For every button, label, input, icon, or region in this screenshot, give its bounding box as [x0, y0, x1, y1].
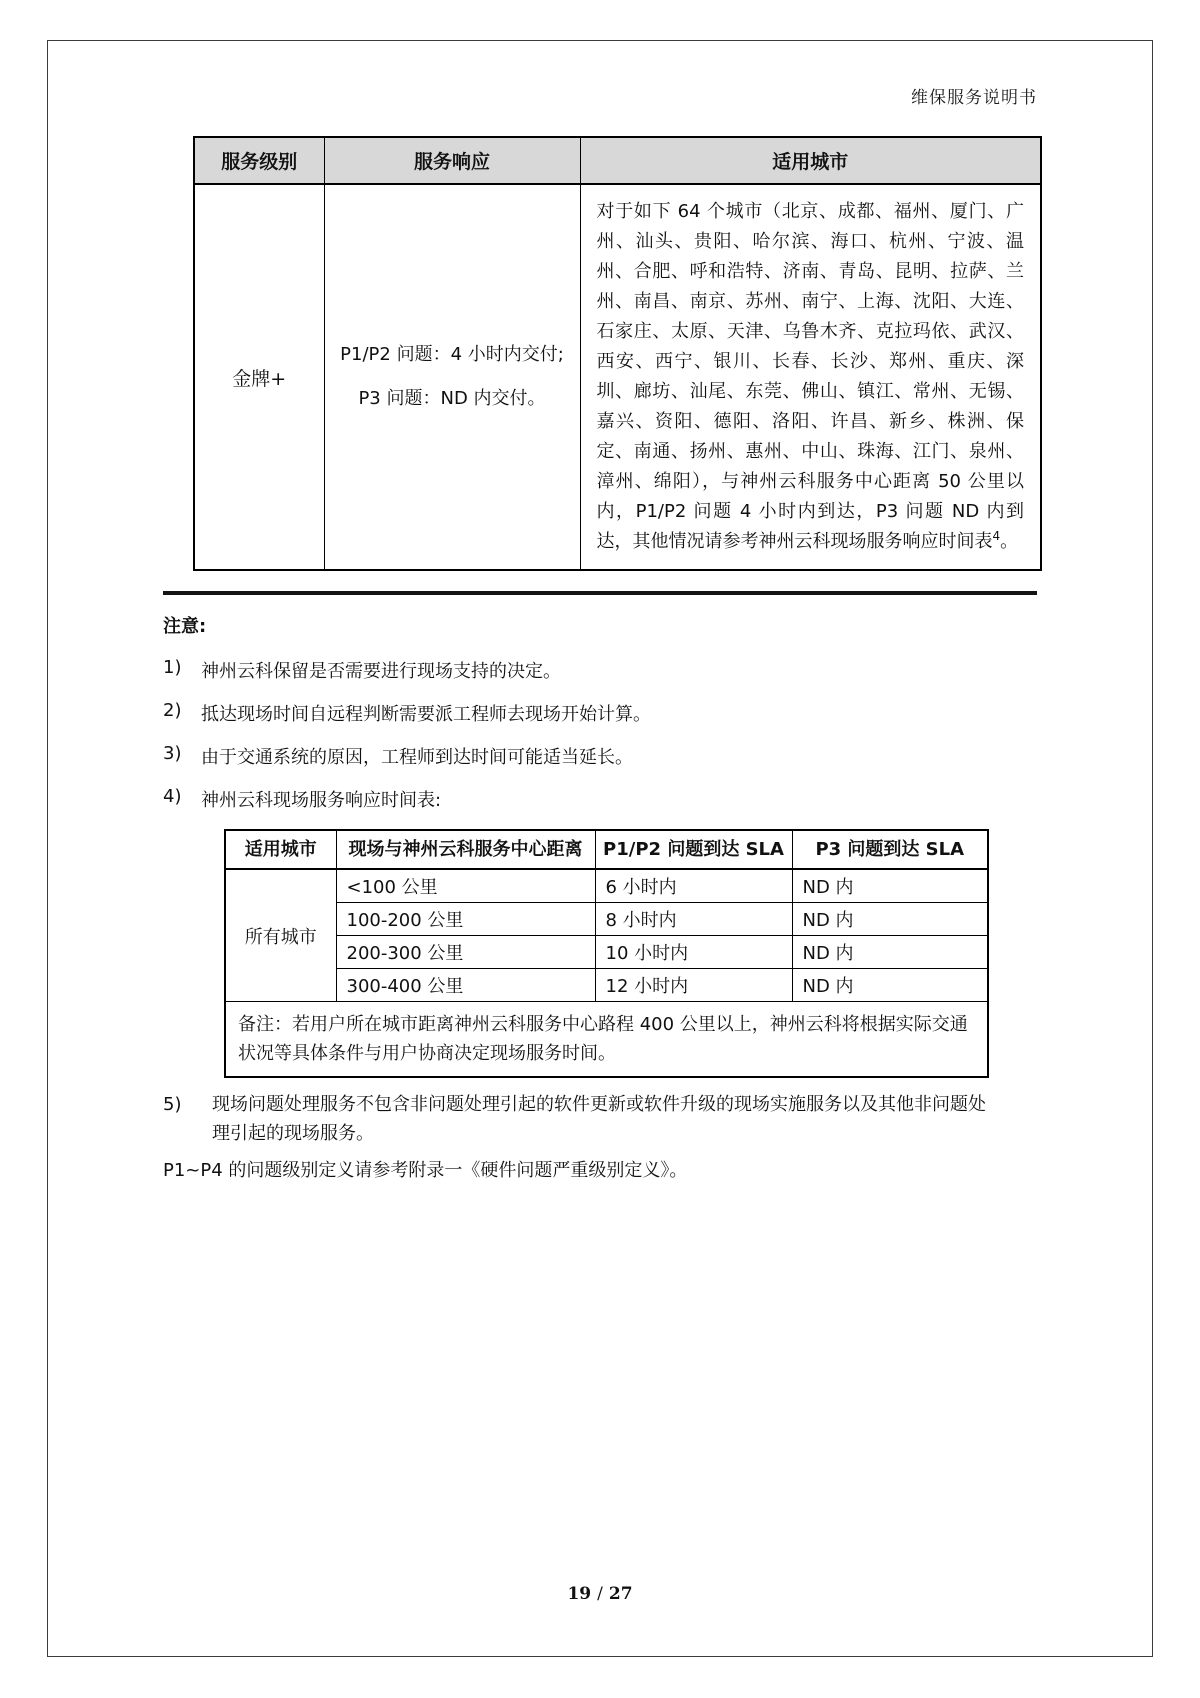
table2-header-p3-sla: P3 问题到达 SLA	[792, 830, 988, 869]
notice-item-1	[163, 657, 1037, 683]
notice-item-3	[163, 743, 1037, 769]
table1-header-row	[194, 137, 1041, 184]
table2-row-1	[225, 869, 988, 903]
p12-cell-1: 6 小时内	[595, 869, 792, 903]
notice-item-5	[163, 1090, 1037, 1148]
table1-data-row	[194, 184, 1041, 570]
page-number-total: 27	[608, 1584, 633, 1604]
notice-title: 注意:	[163, 616, 207, 637]
table2-header-row	[225, 830, 988, 869]
distance-cell-1: <100 公里	[336, 869, 595, 903]
p12-cell-4: 12 小时内	[595, 969, 792, 1002]
notice-item-3-number: 3)	[163, 743, 182, 764]
notice-item-5-text: 现场问题处理服务不包含非问题处理引起的软件更新或软件升级的现场实施服务以及其他非问题处理引起的现场服务。	[212, 1094, 986, 1144]
p12-cell-3: 10 小时内	[595, 936, 792, 969]
city-scope-cell: 所有城市	[225, 869, 336, 1002]
section-divider-rule	[163, 591, 1037, 595]
notice-item-4	[163, 786, 1037, 812]
table2-row-4	[225, 969, 988, 1002]
p1-p4-definition-note: P1~P4 的问题级别定义请参考附录一《硬件问题严重级别定义》。	[163, 1160, 688, 1181]
service-response-cell	[324, 184, 580, 570]
applicable-cities-cell	[580, 184, 1041, 570]
footnote-ref-4: 4	[992, 529, 1001, 543]
page-number-separator: /	[597, 1584, 603, 1604]
table2-header-city: 适用城市	[225, 830, 336, 869]
table2-header-p12-sla: P1/P2 问题到达 SLA	[595, 830, 792, 869]
notice-list	[163, 657, 1037, 812]
response-time-table	[224, 829, 989, 1078]
p3-cell-4: ND 内	[792, 969, 988, 1002]
notice-item-1-number: 1)	[163, 657, 182, 678]
document-title-header: 维保服务说明书	[911, 88, 1037, 108]
table1-header-applicable-cities: 适用城市	[580, 137, 1041, 184]
p3-cell-2: ND 内	[792, 903, 988, 936]
cities-text: 对于如下 64 个城市（北京、成都、福州、厦门、广州、汕头、贵阳、哈尔滨、海口、杭州、宁波、温州、合肥、呼和浩特、济南、青岛、昆明、拉萨、兰州、南昌、南京、苏州、南宁、上海、沈阳、大连、石家庄、太原、天津、乌鲁木齐、克拉玛依、武汉、西安、西宁、银川、长春、长沙、郑州、重庆、深圳、廊坊、汕尾、东莞、佛山、镇江、常州、无锡、嘉兴、资阳、德阳、洛阳、许昌、新乡、株洲、保定、南通、扬州、惠州、中山、珠海、江门、泉州、漳州、绵阳），与神州云科服务中心距离 50 公里以内，P1/P2 问题 4 小时内到达，P3 问题 ND 内到达，其他情况请参考神州云科现场服务响应时间表	[596, 201, 1024, 552]
notice-item-3-text: 由于交通系统的原因，工程师到达时间可能适当延长。	[201, 747, 633, 768]
notice-item-2-text: 抵达现场时间自远程判断需要派工程师去现场开始计算。	[201, 704, 651, 725]
table2-row-2	[225, 903, 988, 936]
response-line-p1p2: P1/P2 问题：4 小时内交付;	[340, 344, 564, 365]
p3-cell-3: ND 内	[792, 936, 988, 969]
notice-item-4-number: 4)	[163, 786, 182, 807]
service-level-cell: 金牌+	[194, 184, 324, 570]
notice-item-2	[163, 700, 1037, 726]
table2-header-distance: 现场与神州云科服务中心距离	[336, 830, 595, 869]
distance-cell-2: 100-200 公里	[336, 903, 595, 936]
notice-item-1-text: 神州云科保留是否需要进行现场支持的决定。	[201, 661, 561, 682]
document-content	[163, 0, 1037, 1182]
table1-header-service-response: 服务响应	[324, 137, 580, 184]
page-number-current: 19	[567, 1584, 592, 1604]
notice-item-2-number: 2)	[163, 700, 182, 721]
table2-remark-row	[225, 1002, 988, 1078]
table1-header-service-level: 服务级别	[194, 137, 324, 184]
p12-cell-2: 8 小时内	[595, 903, 792, 936]
distance-cell-3: 200-300 公里	[336, 936, 595, 969]
service-level-table	[193, 136, 1042, 571]
remark-cell: 备注：若用户所在城市距离神州云科服务中心路程 400 公里以上，神州云科将根据实际交通状况等具体条件与用户协商决定现场服务时间。	[225, 1002, 988, 1078]
table2-row-3	[225, 936, 988, 969]
cities-text-end: 。	[1000, 531, 1019, 552]
response-line-p3: P3 问题：ND 内交付。	[358, 388, 546, 409]
page-footer	[0, 1584, 1200, 1604]
p3-cell-1: ND 内	[792, 869, 988, 903]
notice-item-4-text: 神州云科现场服务响应时间表:	[201, 790, 442, 811]
notice-item-5-number: 5)	[163, 1094, 182, 1115]
distance-cell-4: 300-400 公里	[336, 969, 595, 1002]
